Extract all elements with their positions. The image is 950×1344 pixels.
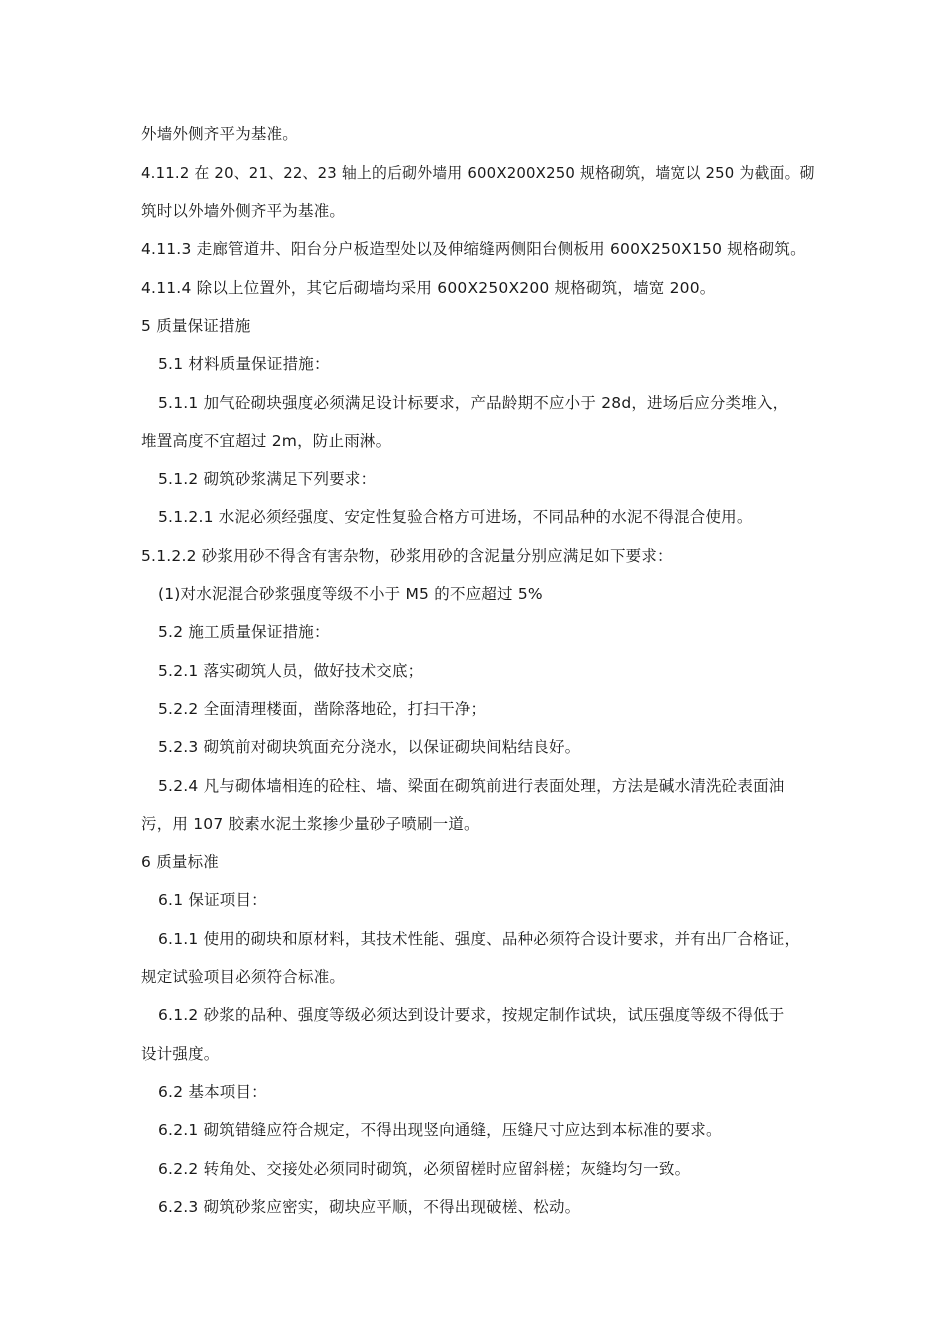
text-line: 4.11.4 除以上位置外，其它后砌墙均采用 600X250X200 规格砌筑，墙宽 200。: [141, 279, 716, 297]
text-line: 筑时以外墙外侧齐平为基准。: [141, 202, 346, 220]
text-line: 堆置高度不宜超过 2m，防止雨淋。: [141, 432, 392, 450]
text-line: 污，用 107 胶素水泥土浆掺少量砂子喷刷一道。: [141, 815, 480, 833]
text-line: 6.2 基本项目：: [158, 1083, 267, 1101]
text-line: 6.1.2 砂浆的品种、强度等级必须达到设计要求，按规定制作试块，试压强度等级不得低于: [158, 1006, 785, 1024]
text-line: 4.11.3 走廊管道井、阳台分户板造型处以及伸缩缝两侧阳台侧板用 600X250X150 规格砌筑。: [141, 240, 806, 258]
text-line: 6.2.1 砌筑错缝应符合规定，不得出现竖向通缝，压缝尺寸应达到本标准的要求。: [158, 1121, 722, 1139]
text-line: 5.1.1 加气砼砌块强度必须满足设计标要求，产品龄期不应小于 28d，进场后应分类堆入，: [158, 394, 789, 412]
text-line: 6.2.2 转角处、交接处必须同时砌筑，必须留槎时应留斜槎；灰缝均匀一致。: [158, 1160, 691, 1178]
text-line: 设计强度。: [141, 1045, 220, 1063]
text-line: 4.11.2 在 20、21、22、23 轴上的后砌外墙用 600X200X250 规格砌筑，墙宽以 250 为截面。砌: [141, 164, 815, 182]
text-line: 5.2.2 全面清理楼面，凿除落地砼，打扫干净；: [158, 700, 487, 718]
text-line: 5.1.2.1 水泥必须经强度、安定性复验合格方可进场，不同品种的水泥不得混合使用。: [158, 508, 753, 526]
text-line: 5.2.4 凡与砌体墙相连的砼柱、墙、梁面在砌筑前进行表面处理，方法是碱水清洗砼表面油: [158, 777, 785, 795]
text-line: 5.2 施工质量保证措施：: [158, 623, 330, 641]
text-line: 5.1.2 砌筑砂浆满足下列要求：: [158, 470, 377, 488]
text-line: 6.1 保证项目：: [158, 891, 267, 909]
text-line: 5.1.2.2 砂浆用砂不得含有害杂物，砂浆用砂的含泥量分别应满足如下要求：: [141, 547, 673, 565]
section-heading: 5 质量保证措施: [141, 317, 251, 335]
text-line: (1)对水泥混合砂浆强度等级不小于 M5 的不应超过 5%: [158, 585, 543, 603]
text-line: 6.1.1 使用的砌块和原材料，其技术性能、强度、品种必须符合设计要求，并有出厂合格证，: [158, 930, 801, 948]
text-line: 5.2.3 砌筑前对砌块筑面充分浇水，以保证砌块间粘结良好。: [158, 738, 581, 756]
text-line: 5.1 材料质量保证措施：: [158, 355, 330, 373]
text-line: 规定试验项目必须符合标准。: [141, 968, 346, 986]
section-heading: 6 质量标准: [141, 853, 219, 871]
text-line: 6.2.3 砌筑砂浆应密实，砌块应平顺，不得出现破槎、松动。: [158, 1198, 581, 1216]
text-line: 5.2.1 落实砌筑人员，做好技术交底；: [158, 662, 424, 680]
text-line: 外墙外侧齐平为基准。: [141, 125, 299, 143]
